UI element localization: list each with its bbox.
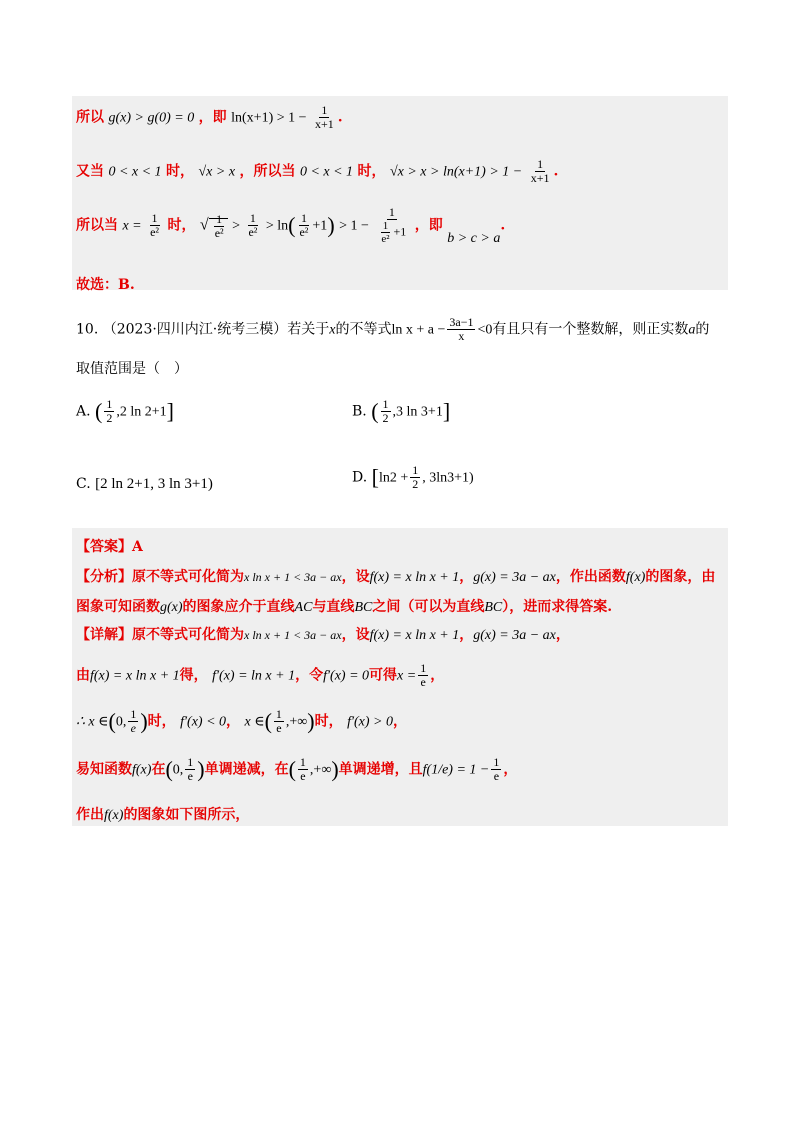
detail-line-2: 由f(x) = x ln x + 1得， f′(x) = ln x + 1，令f′(x) = 0可得x = $\frac{1}{e}$ ，: [76, 661, 445, 690]
question-10-line-2: 取值范围是（ ）: [76, 361, 188, 377]
solution-line-3: 所以当 x = $\frac{1}{\text{e²}}$ 时， √ $\frac{1}{\text{e²}}$ > $\frac{1}{\text{e²}}$ > ln( $\frac{1}{\text{e²}}$ +1) > 1 − 1 $\frac{1}{\text{e²}}$ +1 ，即 b > c > a.: [76, 205, 506, 246]
solution-line-1: 所以 g(x) > g(0) = 0 ，即 ln(x+1) > 1 − $\frac{1}{x+1}$ .: [76, 103, 343, 132]
question-10: 10. （2023·四川内江·统考三模）若关于x的不等式ln x + a − $\frac{3a-1}{x}$ <0有且只有一个整数解，则正实数a的: [76, 315, 710, 344]
fraction: $\frac{1}{x+1}$: [314, 103, 334, 132]
detail-line-3: ∴ x ∈(0, $\frac{1}{e}$ )时， f′(x) < 0， x ∈( $\frac{1}{e}$ ,+∞)时， f′(x) > 0，: [76, 707, 407, 736]
detail-line-5: 作出f(x)的图象如下图所示，: [76, 807, 250, 823]
detail-line-4: 易知函数f(x)在(0, $\frac{1}{e}$ )单调递减，在( $\frac{1}{e}$ ,+∞)单调递增，且f(1/e) = 1 − $\frac{1}{e}$ ，: [76, 755, 518, 784]
fraction: $\frac{3a-1}{x}$: [449, 315, 474, 344]
option-c[interactable]: C. [2 ln 2+1, 3 ln 3+1): [76, 476, 213, 492]
sqrt-expression: $\frac{1}{\text{e²}}$: [209, 218, 228, 234]
answer-line: 【答案】A: [76, 539, 143, 555]
choose-answer: 故选：B.: [76, 277, 135, 293]
option-a[interactable]: A. ( $\frac{1}{2}$ ,2 ln 2+1]: [76, 397, 174, 426]
analysis-line-1: 【分析】原不等式可化简为x ln x + 1 < 3a − ax，设f(x) = x ln x + 1，g(x) = 3a − ax，作出函数f(x)的图象，由: [76, 569, 716, 585]
solution-line-2: 又当 0 < x < 1 时， √x > x ，所以当 0 < x < 1 时， √x > x > ln(x+1) > 1 − $\frac{1}{x+1}$ .: [76, 157, 559, 186]
detail-line-1: 【详解】原不等式可化简为x ln x + 1 < 3a − ax，设f(x) = x ln x + 1，g(x) = 3a − ax，: [76, 627, 570, 643]
option-b[interactable]: B. ( $\frac{1}{2}$ ,3 ln 3+1]: [352, 397, 451, 426]
fraction: $\frac{1}{x+1}$: [530, 157, 550, 186]
analysis-line-2: 图象可知函数g(x)的图象应介于直线AC与直线BC之间（可以为直线BC），进而求得答案.: [76, 599, 613, 615]
option-d[interactable]: D. [ln2 + $\frac{1}{2}$ , 3ln3+1): [352, 463, 474, 492]
